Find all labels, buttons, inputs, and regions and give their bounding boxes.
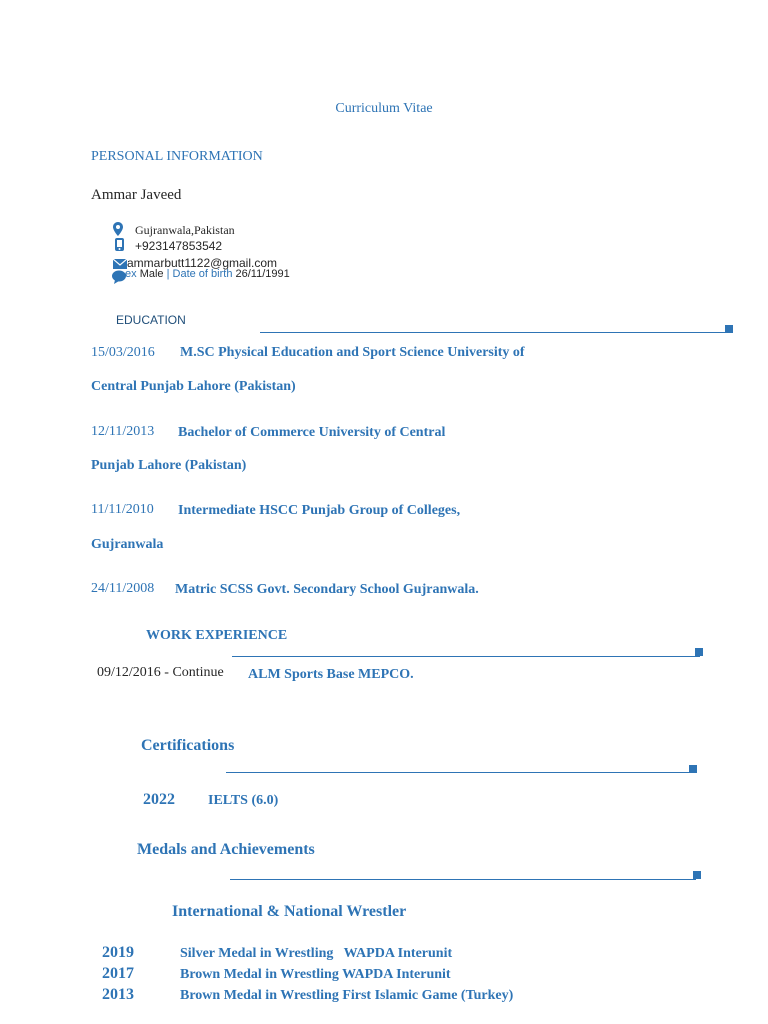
education-degree-3-line2: Gujranwala [91,537,164,552]
dob-label: Date of birth [172,268,233,280]
medal-year-1: 2019 [102,944,134,961]
education-degree-4-line1: Matric SCSS Govt. Secondary School Gujranwala. [175,582,479,597]
personal-info-heading: PERSONAL INFORMATION [91,149,263,164]
email-text[interactable]: ammarbutt1122@gmail.com [127,256,278,270]
medal-text-3: Brown Medal in Wrestling First Islamic Game (Turkey) [180,988,514,1003]
medals-divider [230,879,696,880]
sex-label: ex [125,268,137,280]
medals-subheading: International & National Wrestler [172,903,407,920]
medals-heading: Medals and Achievements [137,841,315,858]
work-role: ALM Sports Base MEPCO. [248,667,414,682]
work-divider [232,656,700,657]
person-name: Ammar Javeed [91,187,182,203]
medals-divider-marker [693,871,701,879]
medal-text-2: Brown Medal in Wrestling WAPDA Interunit [180,967,451,982]
education-divider [260,332,730,333]
sex-value: Male [139,268,164,280]
certifications-divider-marker [689,765,697,773]
education-date-4: 24/11/2008 [91,581,155,596]
certification-name: IELTS (6.0) [208,793,279,808]
work-divider-marker [695,648,703,656]
document-title: Curriculum Vitae [335,101,433,116]
education-date-1: 15/03/2016 [91,345,155,360]
medal-year-3: 2013 [102,986,134,1003]
education-degree-1-line2: Central Punjab Lahore (Pakistan) [91,379,296,394]
work-period: 09/12/2016 - Continue [97,665,224,680]
certification-year: 2022 [143,791,175,808]
medal-text-1: Silver Medal in Wrestling WAPDA Interunit [180,946,453,961]
phone-text: +923147853542 [135,239,223,253]
dob-value: 26/11/1991 [235,268,290,280]
separator: | [166,268,170,280]
phone-icon [115,238,124,251]
envelope-icon [113,256,127,266]
education-heading: EDUCATION [116,313,186,327]
education-date-2: 12/11/2013 [91,424,155,439]
education-degree-2-line1: Bachelor of Commerce University of Central [178,425,446,440]
speech-bubble-icon [112,270,126,284]
education-degree-1-line1: M.SC Physical Education and Sport Science University of [180,345,525,360]
certifications-heading: Certifications [141,737,235,754]
sex-dob-line [125,268,290,280]
location-pin-icon [113,222,123,236]
education-degree-3-line1: Intermediate HSCC Punjab Group of Colleges, [178,503,461,518]
education-divider-marker [725,325,733,333]
certifications-divider [226,772,694,773]
medal-year-2: 2017 [102,965,134,982]
location-text: Gujranwala,Pakistan [135,223,235,237]
work-heading: WORK EXPERIENCE [146,628,288,643]
education-degree-2-line2: Punjab Lahore (Pakistan) [91,458,247,473]
education-date-3: 11/11/2010 [91,502,154,517]
